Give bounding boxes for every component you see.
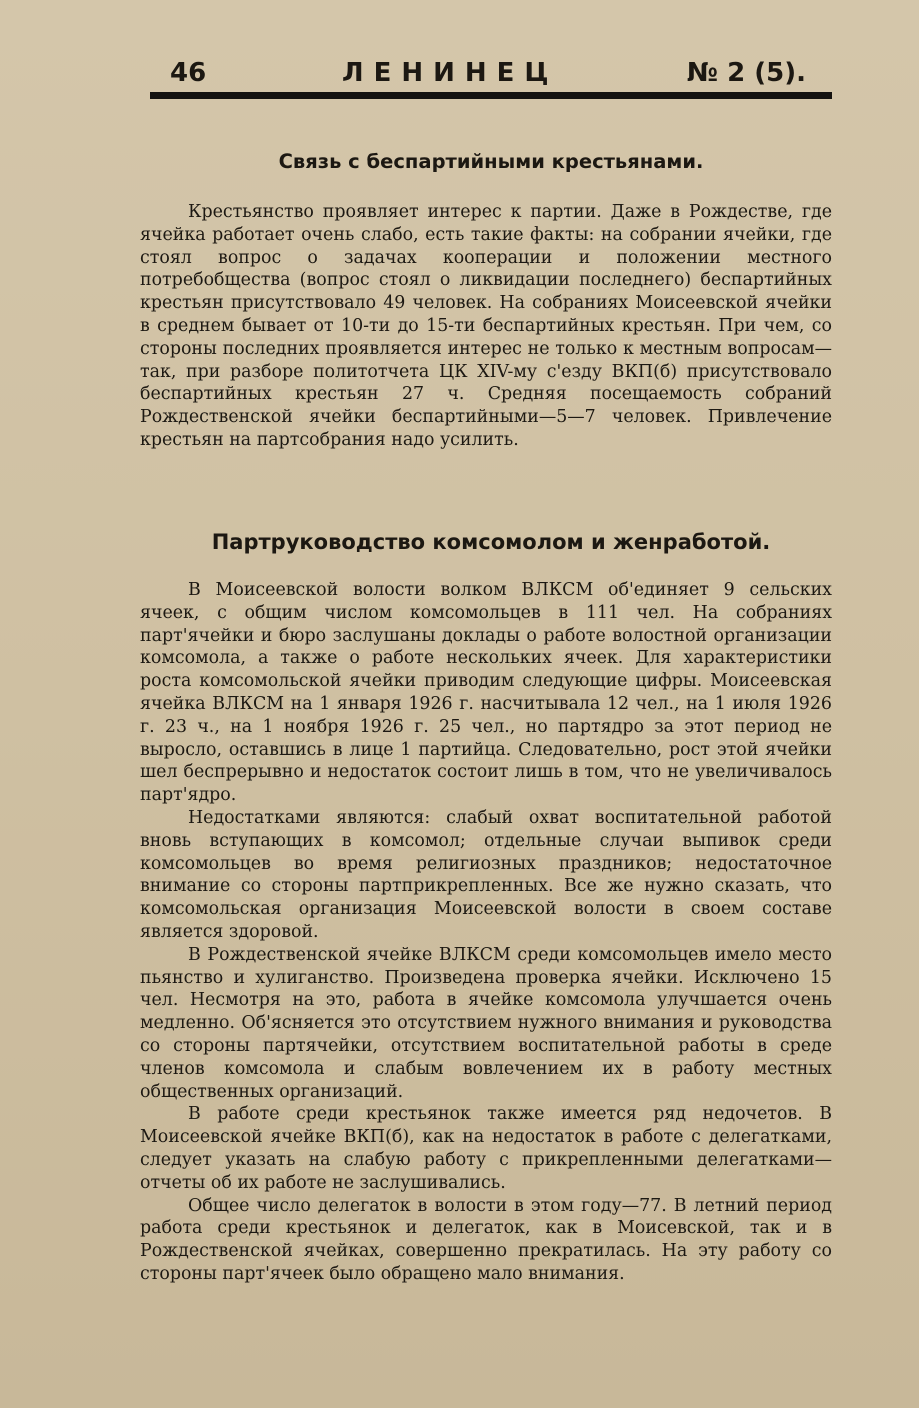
section-title-peasants: Связь с беспартийными крестьянами. — [278, 150, 704, 173]
header-rule — [150, 92, 832, 99]
paragraph: Недостатками являются: слабый охват воспитательной работой вновь вступающих в комсомол; отдельные случаи выпивок среди комсомольцев во время религиозных праздников; недостаточное внимание со стороны партприкрепленных. Все же нужно сказать, что комсомольская организация Моисеевской волости в своем составе является здоровой. — [140, 807, 832, 942]
section-title-komsomol: Партруководство комсомолом и женработой. — [211, 530, 771, 554]
section-body-komsomol — [140, 579, 832, 1286]
running-header — [162, 48, 812, 92]
paragraph: В Рождественской ячейке ВЛКСМ среди комсомольцев имело место пьянство и хулиганство. Произведена проверка ячейки. Исключено 15 чел. Несмотря на это, работа в ячейке комсомола улучшается очень медленно. Об'ясняется это отсутствием нужного внимания и руководства со стороны партячейки, отсутствием воспитательной работы в среде членов комсомола и слабым вовлечением их в работу местных общественных организаций. — [140, 944, 832, 1102]
journal-title: ЛЕНИНЕЦ — [342, 58, 559, 88]
paragraph: Крестьянство проявляет интерес к партии. Даже в Рождестве, где ячейка работает очень слабо, есть такие факты: на собрании ячейки, где стоял вопрос о задачах кооперации и положении местного потребобщества (вопрос стоял о ликвидации последнего) беспартийных крестьян присутствовало 49 человек. На собраниях Моисеевской ячейки в среднем бывает от 10-ти до 15-ти беспартийных крестьян. При чем, со стороны последних проявляется интерес не только к местным вопросам—так, при разборе политотчета ЦК XIV-му с'езду ВКП(б) присутствовало беспартийных крестьян 27 ч. Средняя посещаемость собраний Рождественской ячейки беспартийными—5—7 человек. Привлечение крестьян на партсобрания надо усилить. — [140, 202, 832, 450]
paragraph: В Моисеевской волости волком ВЛКСМ об'единяет 9 сельских ячеек, с общим числом комсомольцев в 111 чел. На собраниях парт'ячейки и бюро заслушаны доклады о работе волостной организации комсомола, а также о работе нескольких ячеек. Для характеристики роста комсомольской ячейки приводим следующие цифры. Моисеевская ячейка ВЛКСМ на 1 января 1926 г. насчитывала 12 чел., на 1 июля 1926 г. 23 ч., на 1 ноября 1926 г. 25 чел., но партядро за этот период не выросло, оставшись в лице 1 партийца. Следовательно, рост этой ячейки шел беспрерывно и недостаток состоит лишь в том, что не увеличивалось парт'ядро. — [140, 580, 832, 806]
paragraph: Общее число делегаток в волости в этом году—77. В летний период работа среди крестьянок и делегаток, как в Моисевской, так и в Рождественской ячейках, совершенно прекратилась. На эту работу со стороны парт'ячеек было обращено мало внимания. — [140, 1195, 832, 1284]
issue-number: № 2 (5). — [686, 58, 806, 88]
page-number: 46 — [170, 58, 207, 88]
section-body-peasants — [140, 201, 832, 452]
paragraph: В работе среди крестьянок также имеется ряд недочетов. В Моисеевской ячейке ВКП(б), как на недостаток в работе с делегатками, следует указать на слабую работу с прикрепленными делегатками—отчеты об их работе не заслушивались. — [140, 1104, 832, 1193]
